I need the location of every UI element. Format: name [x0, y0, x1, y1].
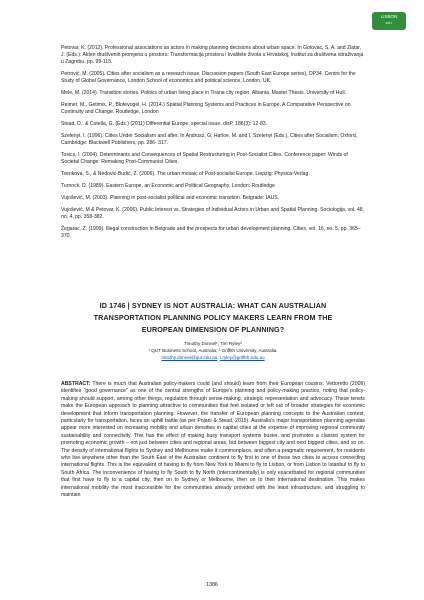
reference-item: Stead, D., & Cotella, G. (Eds.) (2011) Differential Europe, special issue, disP, 186(3): 12-83. — [61, 121, 268, 127]
author-emails — [61, 354, 365, 361]
reference-item: Szelenyi, I. (1996). Cities Under Socialism and after. In Andrusz, G; Harloe, M. and I. Szelenyi (Eds.), Cities after Socialism, Oxford, Cambridge: Blackwell Publishers, pp. 286- 317. — [61, 133, 358, 146]
email-separator: ; — [217, 355, 220, 360]
logo-text: LISBON — [380, 14, 398, 19]
author-names: Timothy Donnel¹; Tim Ryley² — [184, 341, 242, 346]
paper-title-line: ID 1746 | SYDNEY IS NOT AUSTRALIA: WHAT CAN AUSTRALIAN — [99, 301, 327, 310]
email-link[interactable]: t.ryley@griffith.edu.au — [219, 355, 265, 360]
reference-item: Vujošević, M & Petovar, K. (2006). Public Interest vs. Strategies of Individual Actors in Urban and Spatial Planning. Sociologija, vol. 48, no. 4, pp. 358-382. — [61, 207, 365, 220]
reference-item: Mele, M. (2014). Transition stories. Politics of urban living place in Tirana city region, Albania. Master Thesis. University of Hull. — [61, 90, 346, 96]
reference-item: Turnock, D. (1989). Eastern Europe, an Economic and Political Geography. London: Routledge — [61, 183, 275, 189]
abstract-label: ABSTRACT: — [61, 381, 91, 387]
reference-item: Tosics, I. (2004). Determinants and Consequences of Spatial Restructuring in Post-Socialist Cities. Conference paper: Winds of Societal Change: Remaking Post-Communist Cities. — [61, 152, 348, 165]
reference-item: Žegarac, Z. (1999). Illegal construction in Belgrade and the prospects for urban development planning. Cities, vol. 16, no. 5, pp. 365–370. — [61, 226, 361, 239]
paper-title-line: TRANSPORTATION PLANNING POLICY MAKERS LEARN FROM THE — [93, 313, 333, 322]
abstract — [61, 381, 365, 500]
author-affiliations: ¹ QUT Business School, Australia; ² Griffith University, Australia. — [148, 348, 278, 353]
logo-year: 2017 — [385, 21, 393, 25]
author-block — [61, 340, 365, 361]
abstract-text: There is much that Australian policy-makers could (and should) learn from their European cousins. Vettoretto (2009) identifies "good governance" as one of the central strengths of Europe's planning and policy-making practice, noting that policy-making should support, among other things, regulation through sense-making, strategic representation and advocacy. These tenets make the European approach to planning attractive to communities that feel isolated or left out of broader strategies for economic development that inform transportation planning. However, the transfer of European planning concepts to the Australian context, particularly for transportation, faces an uphill battle (as per Pojani & Stead, 2015). Australia's major transportation planning agendas appear more interested on increasing mobility and urban densities in capital cities at the expense of improving regional community sustainability and connectivity. This has the effect of making busy transport systems busier, and promotes a classist system for promoting economic growth – not just between cities and regional areas, but between biggest city and next biggest cities, and so on. The density of international flights to Sydney and Melbourne make it commonplace, and often a pragmatic requirement, for residents who live anywhere other than the South East of the Australian continent to fly first to one of these two cities to access connecting international flights. This is the equivalent of having to fly from New York to Miami to fly to Lisbon, or from Lisbon to Istanbul to fly to South Africa. The inconvenience of having to fly South to fly North (intercontinentally) is only exacerbated for regional communities that first have to fly to a capital city, then on to Sydney or Melbourne, then on to their international destination. This makes international mobility the most inaccessible for the communities already provided with the least infrastructure, and struggling to maintain — [61, 381, 365, 499]
reference-item: Reimer, M., Getimis, P., Blotevogel, H. (2014.) Spatial Planning Systems and Practices in Europe. A Comparative Perspective on Continuity and Change. Routledge, London — [61, 102, 351, 115]
paper-title-line: EUROPEAN DIMENSION OF PLANNING? — [141, 325, 285, 334]
page-number: 1386 — [206, 582, 218, 588]
reference-item: Petovar, K. (2012). Professional associations as actors in making planning decisions about urban space. In Gotovac, S. A. and Zlatar, J. (Eds.): Akteri društvenih promjena u prostoru: Transformacija prostora i kvalitete života u Hrvatskoj, Institut za društvena istraživanja u Zagrebu, pp. 99-115. — [61, 45, 364, 65]
email-link[interactable]: timothy.donnel@qut.edu.au — [161, 355, 218, 360]
conference-logo — [372, 12, 406, 30]
reference-list — [61, 45, 365, 245]
paper-title — [61, 300, 365, 336]
reference-item: Vujošević, M. (2003). Planning in post-socialist political and economic transition. Belgrade: IAUS. — [61, 195, 280, 201]
reference-item: Tsenkova, S., & Nedović-Budić, Z. (2006). The urban mosaic of Post-socialist Europe. Liepzig: Physica-Verlag. — [61, 171, 310, 177]
reference-item: Petrović, M. (2005). Cities after socialism as a research issue. Discussion papers (South East Europe series), DP34. Centre for the Study of Global Governance, London School of economics and political science, London, UK. — [61, 71, 356, 84]
